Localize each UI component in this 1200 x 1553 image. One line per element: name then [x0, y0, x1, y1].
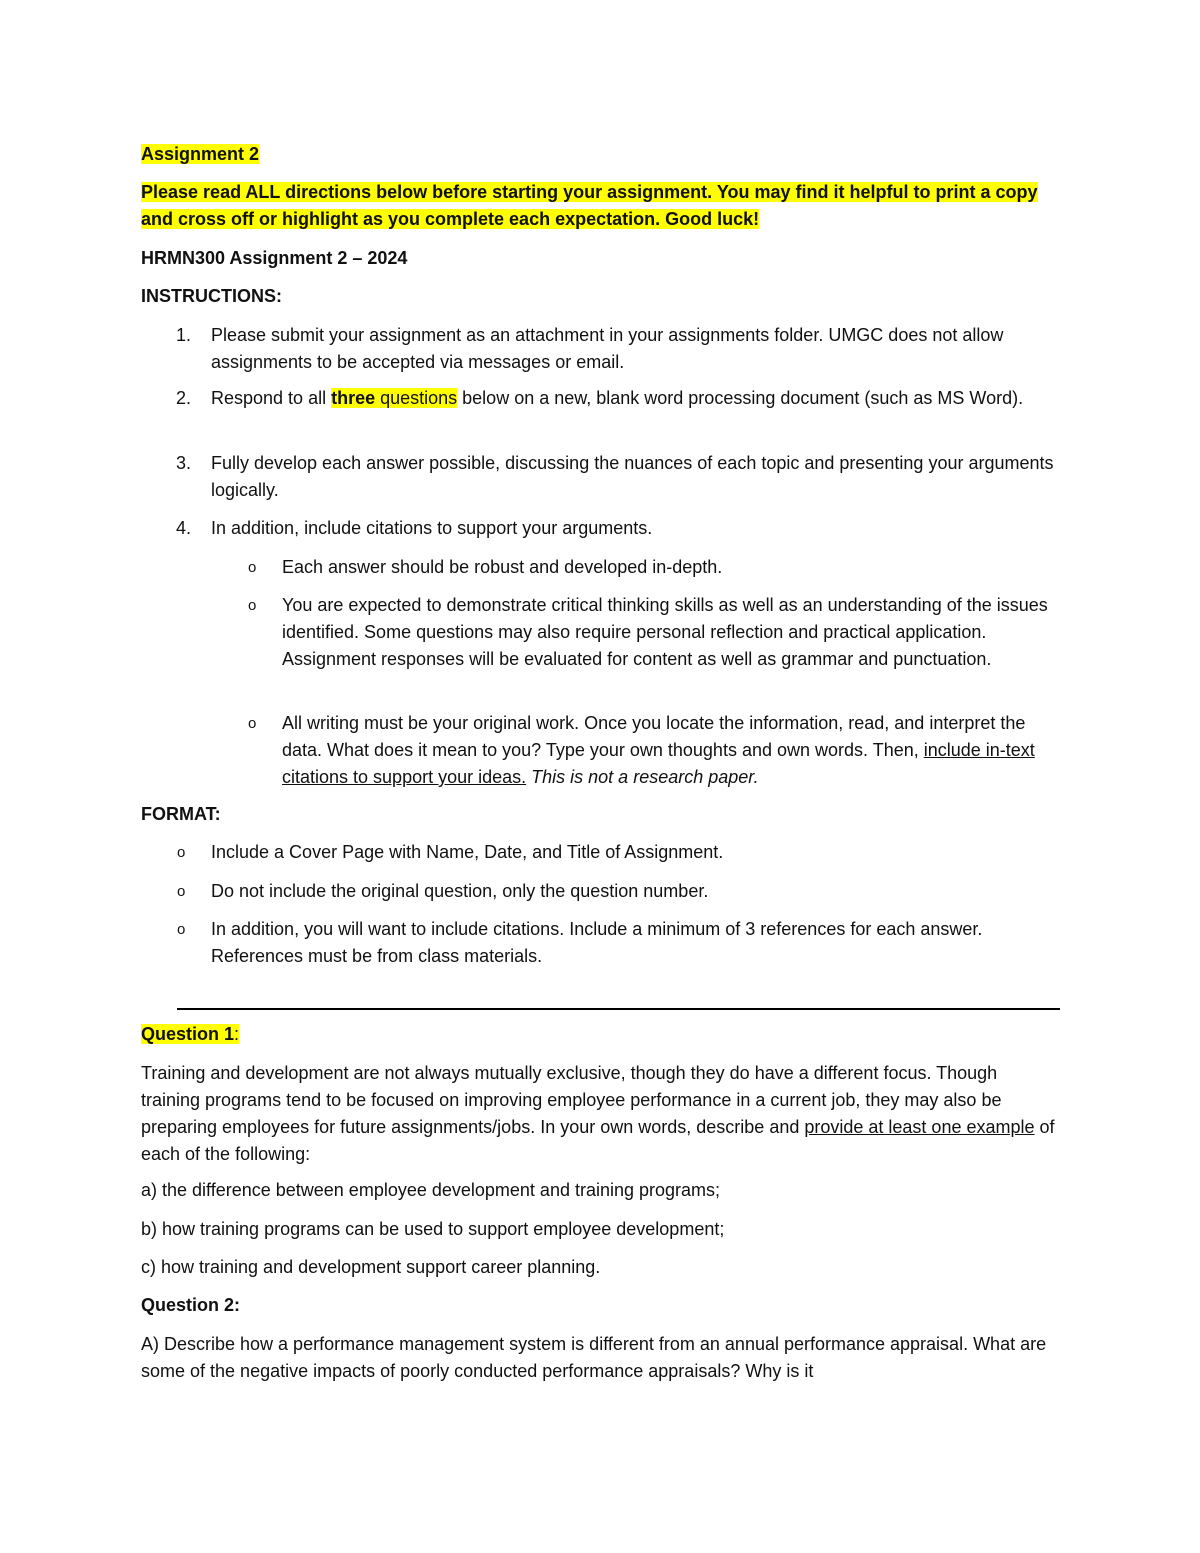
question-1-body: Training and development are not always mutually exclusive, though they do have a different focus. Though training programs tend to be focused on improving employee performance in a current job, they may also be preparing employees for future assignments/jobs. In your own words, describe and provide at least one example of each of the following:: [141, 1063, 1055, 1164]
sub-bullet-text: Each answer should be robust and developed in-depth.: [282, 557, 723, 577]
bullet-o: o: [248, 559, 257, 576]
question-1-part-c: c) how training and development support career planning.: [141, 1257, 601, 1277]
item-text: Respond to all three questions below on a new, blank word processing document (such as MS Word).: [211, 388, 1024, 408]
bullet-o: o: [248, 597, 257, 614]
highlight-questions: questions: [375, 388, 458, 408]
question-1-part-a: a) the difference between employee development and training programs;: [141, 1180, 721, 1200]
assignment-title: Assignment 2: [141, 144, 260, 164]
item-text: In addition, include citations to support your arguments.: [211, 518, 653, 538]
directions-text: Please read ALL directions below before starting your assignment. You may find it helpful to print a copy and cross off or highlight as you complete each expectation. Good luck!: [141, 182, 1038, 229]
format-item-text: In addition, you will want to include citations. Include a minimum of 3 references for each answer. References must be from class materials.: [211, 919, 983, 966]
question-1-part-b: b) how training programs can be used to support employee development;: [141, 1219, 725, 1239]
bullet-o: o: [248, 715, 257, 732]
item-text: Fully develop each answer possible, discussing the nuances of each topic and presenting your arguments logically.: [211, 453, 1054, 500]
bullet-o: o: [177, 921, 186, 938]
item-number: 4.: [176, 518, 192, 538]
course-line: HRMN300 Assignment 2 – 2024: [141, 248, 408, 268]
sub-bullet-text: All writing must be your original work. Once you locate the information, read, and interpret the data. What does it mean to you? Type your own thoughts and own words. Then, include in-text citations to support your ideas. This is not a research paper.: [282, 713, 1035, 787]
underlined-provide-example: provide at least one example: [804, 1117, 1035, 1137]
format-item-text: Include a Cover Page with Name, Date, and Title of Assignment.: [211, 842, 724, 862]
item-number: 3.: [176, 453, 192, 473]
sub-bullet-text: You are expected to demonstrate critical thinking skills as well as an understanding of the issues identified. Some questions may also require personal reflection and practical application. Assignment responses will be evaluated for content as well as grammar and punctuation.: [282, 595, 1048, 669]
underlined-citation-note: include in-text citations to support your ideas.: [282, 740, 1035, 787]
italic-note: This is not a research paper.: [531, 767, 759, 787]
item-text: Please submit your assignment as an attachment in your assignments folder. UMGC does not allow assignments to be accepted via messages or email.: [211, 325, 1004, 372]
item-number: 2.: [176, 388, 192, 408]
question-2-heading: Question 2:: [141, 1295, 241, 1315]
format-item-text: Do not include the original question, only the question number.: [211, 881, 709, 901]
instructions-heading: INSTRUCTIONS:: [141, 286, 282, 306]
format-heading: FORMAT:: [141, 804, 221, 824]
bullet-o: o: [177, 883, 186, 900]
item-number: 1.: [176, 325, 192, 345]
question-1-heading: Question 1:: [141, 1024, 240, 1044]
bullet-o: o: [177, 844, 186, 861]
highlight-three: three: [331, 388, 376, 408]
horizontal-divider: [177, 1008, 1060, 1010]
question-2-body: A) Describe how a performance management system is different from an annual performance appraisal. What are some of the negative impacts of poorly conducted performance appraisals? Why is it: [141, 1334, 1047, 1381]
